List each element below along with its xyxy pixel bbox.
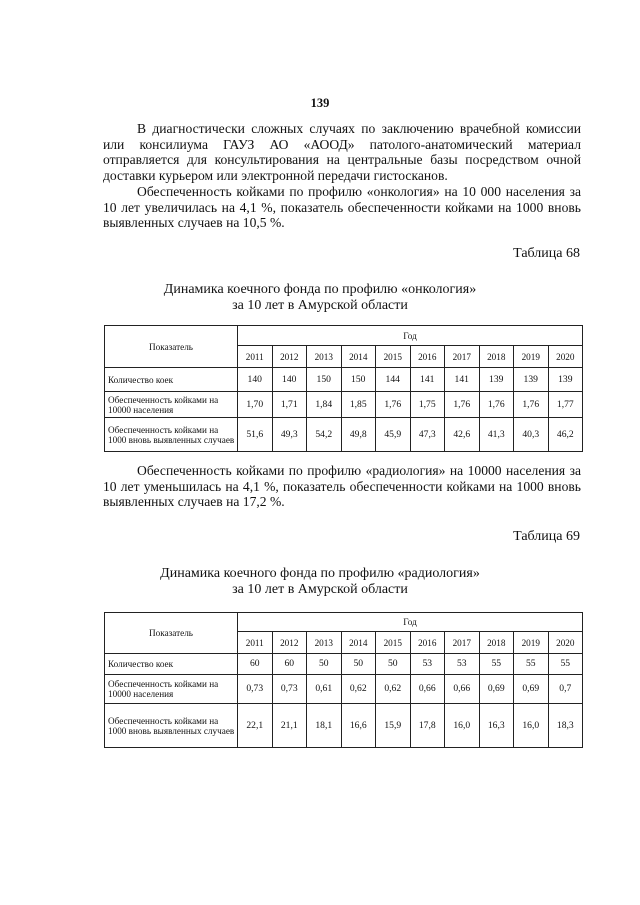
table-header-year-cell: 2012 <box>272 632 307 654</box>
table-69-title <box>0 566 640 598</box>
table-cell: 41,3 <box>479 418 514 452</box>
table-cell: 22,1 <box>238 704 273 748</box>
table-cell: 0,69 <box>479 675 514 704</box>
table-cell: 60 <box>272 654 307 675</box>
table-header-year-cell: 2015 <box>376 632 411 654</box>
table-title-line: за 10 лет в Амурской области <box>232 298 408 313</box>
table-header-year: Год <box>238 613 583 632</box>
table-cell: 16,3 <box>479 704 514 748</box>
paragraph-oncology-summary <box>103 184 581 231</box>
paragraph-diagnostics <box>103 121 581 183</box>
table-cell: 140 <box>238 368 273 392</box>
table-cell: 46,2 <box>548 418 583 452</box>
paragraph-line: Обеспеченность койками по профилю «радиология» на 10000 населения за <box>137 463 581 478</box>
table-row-label: Обеспеченность койками на 1000 вновь выявленных случаев <box>105 418 238 452</box>
table-cell: 140 <box>272 368 307 392</box>
table-cell: 0,69 <box>514 675 549 704</box>
table-cell: 1,76 <box>376 392 411 418</box>
table-cell: 1,77 <box>548 392 583 418</box>
table-cell: 15,9 <box>376 704 411 748</box>
table-row-label: Количество коек <box>105 654 238 675</box>
table-cell: 1,76 <box>514 392 549 418</box>
table-cell: 0,62 <box>376 675 411 704</box>
table-cell: 55 <box>548 654 583 675</box>
table-header-indicator: Показатель <box>105 326 238 368</box>
table-cell: 55 <box>479 654 514 675</box>
table-cell: 40,3 <box>514 418 549 452</box>
table-cell: 54,2 <box>307 418 342 452</box>
paragraph-radiology-summary <box>103 463 581 510</box>
table-header-year-cell: 2013 <box>307 346 342 368</box>
page-number: 139 <box>310 96 330 110</box>
table-header-year-cell: 2018 <box>479 346 514 368</box>
table-cell: 53 <box>410 654 445 675</box>
table-header-year-cell: 2017 <box>445 632 480 654</box>
table-header-year-cell: 2016 <box>410 346 445 368</box>
table-header-year-cell: 2011 <box>238 632 273 654</box>
table-cell: 17,8 <box>410 704 445 748</box>
table-cell: 47,3 <box>410 418 445 452</box>
table-cell: 1,70 <box>238 392 273 418</box>
table-cell: 0,66 <box>445 675 480 704</box>
paragraph-line: отправляется для консультирования на центральные базы посредством очной <box>103 152 581 168</box>
table-header-year-cell: 2020 <box>548 346 583 368</box>
table-cell: 150 <box>341 368 376 392</box>
table-row <box>105 654 583 675</box>
paragraph-line: 10 лет уменьшилась на 4,1 %, показатель обеспеченности койками на 1000 вновь <box>103 478 581 494</box>
table-cell: 0,73 <box>238 675 273 704</box>
table-68-label: Таблица 68 <box>513 246 580 261</box>
table-cell: 0,61 <box>307 675 342 704</box>
table-cell: 16,0 <box>445 704 480 748</box>
table-cell: 1,71 <box>272 392 307 418</box>
table-header-year-cell: 2012 <box>272 346 307 368</box>
paragraph-line: Обеспеченность койками по профилю «онкология» на 10 000 населения за <box>137 184 581 199</box>
table-cell: 51,6 <box>238 418 273 452</box>
table-row <box>105 418 583 452</box>
table-header-year-cell: 2020 <box>548 632 583 654</box>
table-cell: 60 <box>238 654 273 675</box>
table-header-year-cell: 2019 <box>514 346 549 368</box>
paragraph-line: доставки курьером или электронной передачи гистосканов. <box>103 167 448 183</box>
table-cell: 150 <box>307 368 342 392</box>
table-cell: 0,66 <box>410 675 445 704</box>
table-row-label: Количество коек <box>105 368 238 392</box>
table-cell: 141 <box>410 368 445 392</box>
table-header-year-cell: 2019 <box>514 632 549 654</box>
table-cell: 55 <box>514 654 549 675</box>
table-row-label: Обеспеченность койками на 10000 населения <box>105 392 238 418</box>
table-cell: 45,9 <box>376 418 411 452</box>
table-header-year-cell: 2017 <box>445 346 480 368</box>
table-cell: 0,62 <box>341 675 376 704</box>
table-title-line: за 10 лет в Амурской области <box>232 582 408 597</box>
table-cell: 50 <box>341 654 376 675</box>
table-row-label: Обеспеченность койками на 1000 вновь выявленных случаев <box>105 704 238 748</box>
table-title-line: Динамика коечного фонда по профилю «радиология» <box>160 566 480 581</box>
table-row <box>105 392 583 418</box>
table-cell: 141 <box>445 368 480 392</box>
table-cell: 1,75 <box>410 392 445 418</box>
table-cell: 139 <box>479 368 514 392</box>
table-row <box>105 675 583 704</box>
paragraph-line: выявленных случаев на 17,2 %. <box>103 494 285 510</box>
table-cell: 18,3 <box>548 704 583 748</box>
table-header-year-cell: 2015 <box>376 346 411 368</box>
table-cell: 18,1 <box>307 704 342 748</box>
table-row-label: Обеспеченность койками на 10000 населения <box>105 675 238 704</box>
table-title-line: Динамика коечного фонда по профилю «онкология» <box>163 282 477 297</box>
paragraph-line: выявленных случаев на 10,5 %. <box>103 215 285 231</box>
table-cell: 16,0 <box>514 704 549 748</box>
table-cell: 139 <box>514 368 549 392</box>
table-cell: 0,73 <box>272 675 307 704</box>
paragraph-line: В диагностически сложных случаях по заключению врачебной комиссии <box>137 121 581 136</box>
table-cell: 49,8 <box>341 418 376 452</box>
table-69-radiology-beds <box>104 612 583 748</box>
table-header-indicator: Показатель <box>105 613 238 654</box>
table-cell: 1,76 <box>445 392 480 418</box>
table-cell: 49,3 <box>272 418 307 452</box>
table-cell: 50 <box>307 654 342 675</box>
table-68-title <box>0 282 640 314</box>
table-cell: 53 <box>445 654 480 675</box>
table-header-year-cell: 2011 <box>238 346 273 368</box>
table-cell: 16,6 <box>341 704 376 748</box>
table-69-label: Таблица 69 <box>513 529 580 544</box>
table-cell: 1,84 <box>307 392 342 418</box>
paragraph-line: или консилиума ГАУЗ АО «АООД» патолого-анатомический материал <box>103 136 581 152</box>
table-cell: 1,85 <box>341 392 376 418</box>
table-cell: 0,7 <box>548 675 583 704</box>
table-row <box>105 368 583 392</box>
table-header-year-cell: 2014 <box>341 632 376 654</box>
table-cell: 21,1 <box>272 704 307 748</box>
table-header-year-cell: 2014 <box>341 346 376 368</box>
table-header-year-cell: 2013 <box>307 632 342 654</box>
table-header-year: Год <box>238 326 583 346</box>
table-cell: 1,76 <box>479 392 514 418</box>
table-cell: 139 <box>548 368 583 392</box>
table-header-year-cell: 2016 <box>410 632 445 654</box>
table-header-year-cell: 2018 <box>479 632 514 654</box>
table-row <box>105 704 583 748</box>
paragraph-line: 10 лет увеличилась на 4,1 %, показатель обеспеченности койками на 1000 вновь <box>103 199 581 215</box>
table-cell: 50 <box>376 654 411 675</box>
table-68-oncology-beds <box>104 325 583 452</box>
table-cell: 42,6 <box>445 418 480 452</box>
table-cell: 144 <box>376 368 411 392</box>
